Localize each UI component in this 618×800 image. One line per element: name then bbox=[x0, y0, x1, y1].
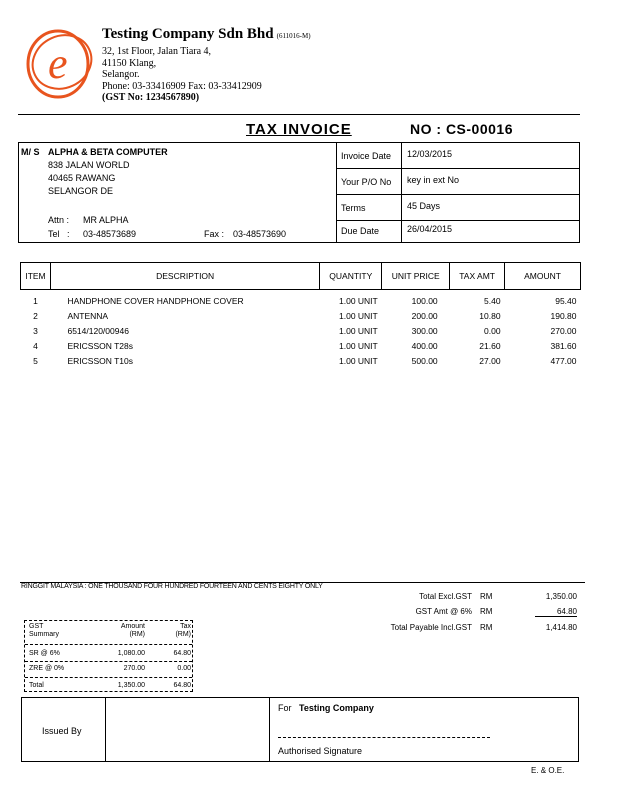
gst-amount: GST Amt @ 6% RM 64.80 bbox=[415, 607, 577, 616]
items-table bbox=[20, 262, 581, 371]
customer-info-box bbox=[18, 142, 580, 243]
gst-summary-box: GST Summary Amount (RM) Tax (RM) SR @ 6% 1,080.00 64.80 ZRE @ 0% 270.00 0.00 Total 1,350.00 64.80 bbox=[24, 620, 193, 692]
address-line: Selangor. bbox=[102, 69, 140, 80]
meta-terms: Terms 45 Days bbox=[337, 195, 580, 221]
ms-prefix: M/ S bbox=[21, 147, 40, 157]
fax-label: Fax : bbox=[204, 229, 225, 239]
footer-divider bbox=[20, 582, 585, 583]
company-name: Testing Company Sdn Bhd (611016-M) bbox=[102, 26, 311, 42]
company-phone: Phone: 03-33416909 Fax: 03-33412909 bbox=[102, 80, 262, 92]
address-line: 32, 1st Floor, Jalan Tiara 4, bbox=[102, 46, 212, 57]
authorised-signature-label: Authorised Signature bbox=[278, 746, 363, 756]
company-gst-no: (GST No: 1234567890) bbox=[102, 92, 200, 103]
for-company: For Testing Company bbox=[278, 703, 374, 713]
eoe-note: E. & O.E. bbox=[531, 766, 565, 775]
table-header-row bbox=[21, 263, 581, 290]
col-unit-price: UNIT PRICE bbox=[382, 263, 450, 290]
table-row: 2 ANTENNA 1.00 UNIT 200.00 10.80 190.80 bbox=[33, 311, 577, 321]
meta-po-number: Your P/O No key in ext No bbox=[337, 169, 580, 195]
company-address bbox=[102, 46, 262, 104]
company-reg-no: (611016-M) bbox=[276, 32, 311, 40]
tel-value: 03-48573689 bbox=[83, 229, 137, 239]
signature-box bbox=[21, 697, 579, 762]
attn-value: MR ALPHA bbox=[83, 215, 129, 225]
attn-label: Attn : bbox=[48, 215, 70, 225]
address-line: 41150 Klang, bbox=[102, 57, 157, 69]
table-row: 5 ERICSSON T10s 1.00 UNIT 500.00 27.00 477.00 bbox=[33, 356, 577, 366]
fax-value: 03-48573690 bbox=[233, 229, 287, 239]
meta-due-date: Due Date 26/04/2015 bbox=[337, 221, 580, 242]
customer-name: ALPHA & BETA COMPUTER bbox=[48, 147, 168, 157]
total-excl-gst: Total Excl.GST RM 1,350.00 bbox=[419, 592, 577, 601]
table-row: 1 HANDPHONE COVER HANDPHONE COVER 1.00 UNIT 100.00 5.40 95.40 bbox=[33, 296, 577, 306]
customer-address-line: SELANGOR DE bbox=[48, 186, 114, 196]
table-row: 4 ERICSSON T28s 1.00 UNIT 400.00 21.60 381.60 bbox=[33, 341, 577, 351]
header-divider bbox=[18, 114, 580, 115]
customer-block bbox=[48, 146, 168, 198]
issued-by-label: Issued By bbox=[42, 726, 82, 736]
svg-text:e: e bbox=[48, 39, 68, 88]
gst-summary-header: GST Summary Amount (RM) Tax (RM) bbox=[29, 623, 191, 638]
amount-in-words: RINGGIT MALAYSIA : ONE THOUSAND FOUR HUNDRED FOURTEEN AND CENTS EIGHTY ONLY bbox=[21, 583, 323, 590]
col-amount: AMOUNT bbox=[505, 263, 581, 290]
col-tax-amt: TAX AMT bbox=[450, 263, 505, 290]
document-title: TAX INVOICE bbox=[246, 121, 352, 138]
col-description: DESCRIPTION bbox=[50, 263, 319, 290]
totals-block bbox=[380, 592, 580, 638]
tel-label: Tel : bbox=[48, 229, 70, 239]
invoice-number: NO : CS-00016 bbox=[410, 121, 513, 137]
meta-invoice-date: Invoice Date 12/03/2015 bbox=[337, 143, 580, 169]
invoice-meta bbox=[336, 143, 580, 242]
col-quantity: QUANTITY bbox=[320, 263, 382, 290]
total-payable: Total Payable Incl.GST RM 1,414.80 bbox=[390, 623, 577, 632]
signature-line bbox=[278, 737, 490, 738]
company-logo bbox=[22, 28, 94, 100]
col-item: ITEM bbox=[21, 263, 51, 290]
customer-address-line: 40465 RAWANG bbox=[48, 173, 116, 183]
customer-address-line: 838 JALAN WORLD bbox=[48, 160, 130, 170]
table-row: 3 6514/120/00946 1.00 UNIT 300.00 0.00 270.00 bbox=[33, 326, 577, 336]
